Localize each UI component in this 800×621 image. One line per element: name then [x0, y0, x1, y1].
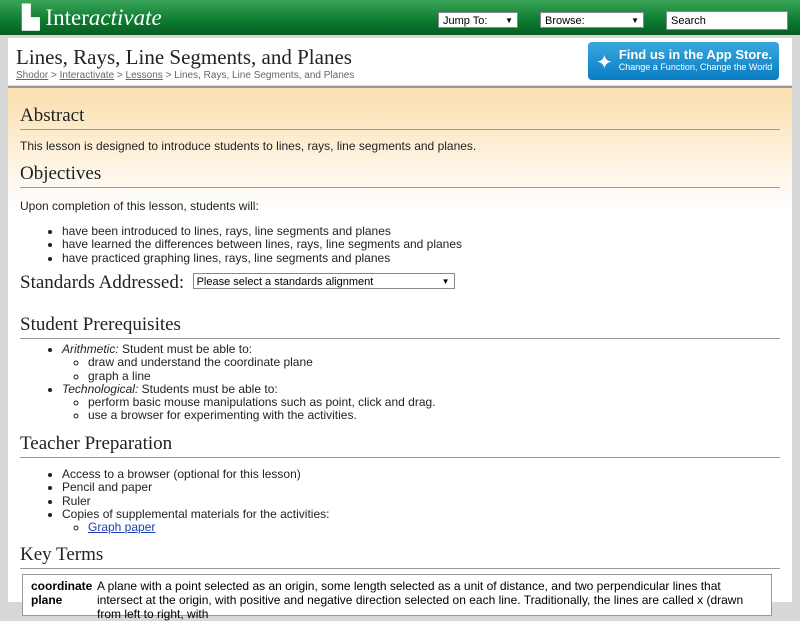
dropdown-arrow-icon: ▼	[441, 277, 450, 286]
list-item: • Ruler	[62, 495, 792, 508]
app-logo-icon: ✦	[596, 52, 613, 74]
page-title: Lines, Rays, Line Segments, and Planes	[16, 45, 352, 69]
objectives-heading: Objectives	[20, 163, 780, 188]
lesson-content	[8, 86, 792, 621]
abstract-text: This lesson is designed to introduce students to lines, rays, line segments and planes.	[20, 139, 477, 153]
list-item: ◦ perform basic mouse manipulations such as point, click and drag.	[88, 396, 792, 409]
abstract-heading: Abstract	[20, 105, 780, 130]
crumb-sep: >	[165, 70, 172, 81]
logo-text: Inter	[45, 5, 89, 30]
prereq-heading: Student Prerequisites	[20, 314, 780, 339]
app-store-sub: Change a Function, Change the World	[618, 62, 773, 72]
list-item: • have practiced graphing lines, rays, line segments and planes	[62, 252, 792, 265]
crumb-current: Lines, Rays, Line Segments, and Planes	[174, 70, 355, 81]
objectives-intro: Upon completion of this lesson, students will:	[20, 199, 259, 213]
crumb-interactivate[interactable]: Interactivate	[59, 70, 115, 81]
logo-text-italic: activate	[88, 5, 162, 30]
standards-heading: Standards Addressed:	[20, 272, 185, 293]
app-store-button[interactable]	[588, 42, 779, 80]
graph-paper-link[interactable]: Graph paper	[88, 520, 156, 535]
crumb-sep: >	[51, 70, 57, 81]
jump-label: Jump To:	[443, 15, 488, 27]
tech-label: Technological:	[62, 381, 139, 396]
list-item-text: Copies of supplemental materials for the activities:	[62, 506, 330, 521]
prereq-list	[8, 343, 792, 423]
list-item: • have learned the differences between lines, rays, line segments and planes	[62, 238, 792, 251]
search-input[interactable]	[666, 11, 788, 30]
standards-select-value: Please select a standards alignment	[196, 276, 374, 288]
browse-label: Browse:	[545, 15, 585, 27]
list-item	[62, 508, 792, 535]
list-item: • have been introduced to lines, rays, line segments and planes	[62, 225, 792, 238]
dropdown-arrow-icon: ▼	[631, 16, 639, 25]
crumb-shodor[interactable]: Shodor	[16, 70, 49, 81]
crumb-sep: >	[116, 70, 123, 81]
app-store-title: Find us in the App Store.	[618, 47, 773, 62]
term-definition: A plane with a point selected as an origin, some length selected as a unit of distance, and two perpendicular lines that intersect at the origin, with positive and negative direction selected on each line. Traditionally, the lines are called x (drawn from left to right, with	[97, 579, 744, 621]
browse-select[interactable]	[540, 12, 644, 28]
arith-text: Student must be able to:	[118, 342, 253, 356]
crumb-lessons[interactable]: Lessons	[125, 70, 163, 81]
list-item: • Access to a browser (optional for this lesson)	[62, 468, 792, 481]
breadcrumb	[16, 70, 354, 81]
jump-to-select[interactable]	[438, 12, 518, 28]
list-item	[62, 383, 792, 423]
list-item: • Pencil and paper	[62, 481, 792, 494]
list-item: ◦ graph a line	[88, 370, 792, 383]
standards-select[interactable]	[193, 273, 455, 289]
keyterms-heading: Key Terms	[20, 544, 780, 569]
top-bar	[0, 0, 800, 35]
list-item: ◦ use a browser for experimenting with the activities.	[88, 409, 792, 422]
search-placeholder: Search	[671, 15, 706, 27]
objectives-list	[8, 225, 792, 265]
dropdown-arrow-icon: ▼	[505, 16, 513, 25]
teacher-heading: Teacher Preparation	[20, 433, 780, 458]
key-terms-table	[22, 574, 772, 621]
tech-text: Students must be able to:	[138, 381, 278, 396]
teacher-list	[8, 468, 792, 534]
interactivate-logo[interactable]: ▙ Interactivate	[22, 5, 162, 30]
arith-label: Arithmetic:	[62, 342, 119, 356]
list-item	[62, 343, 792, 383]
term-name: coordinate plane	[31, 579, 93, 607]
page-header	[8, 38, 792, 85]
list-item: ◦ draw and understand the coordinate plane	[88, 356, 792, 369]
